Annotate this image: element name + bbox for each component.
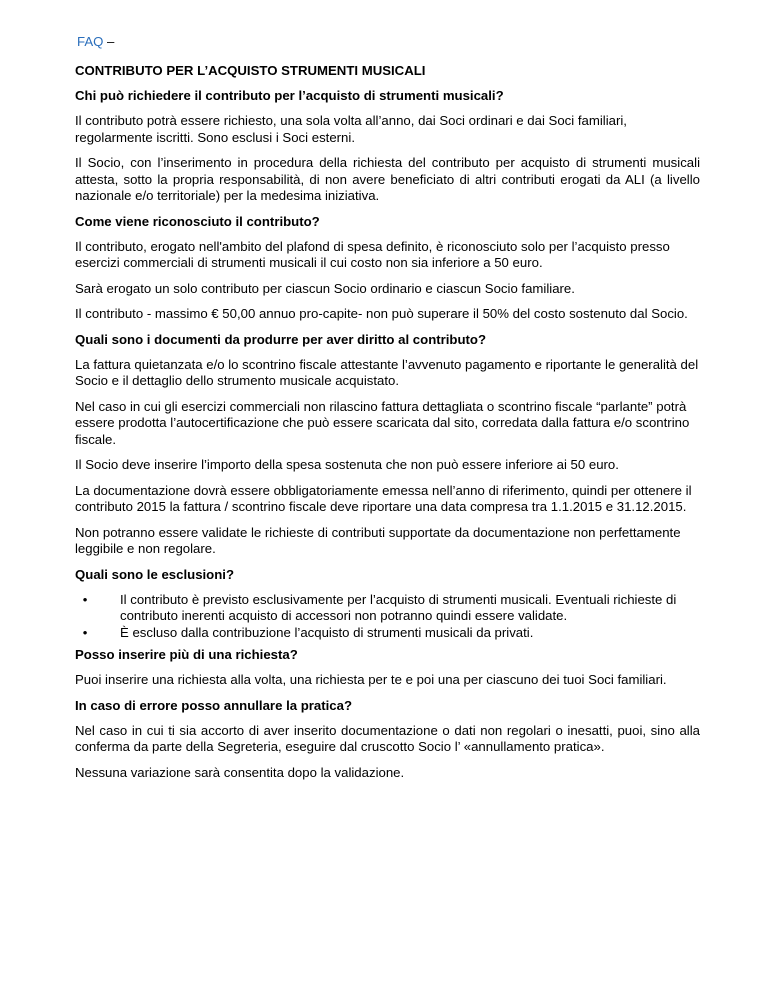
exclusions-list [75, 592, 700, 642]
paragraph: Il contributo, erogato nell'ambito del plafond di spesa definito, è riconosciuto solo per l’acquisto presso esercizi commerciali di strumenti musicali il cui costo non sia inferiore a 50 euro. [75, 238, 670, 270]
question-multiple-requests: Posso inserire più di una richiesta? [75, 647, 298, 662]
faq-link[interactable]: FAQ [77, 34, 104, 49]
faq-dash: – [103, 34, 115, 49]
paragraph: Il contributo potrà essere richiesto, una sola volta all’anno, dai Soci ordinari e dai Soci familiari, regolarmente iscritti. Sono esclusi i Soci esterni. [75, 113, 627, 145]
paragraph: Sarà erogato un solo contributo per ciascun Socio ordinario e ciascun Socio familiare. [75, 280, 575, 296]
paragraph: Non potranno essere validate le richieste di contributi supportate da documentazione non perfettamente leggibile e non regolare. [75, 524, 681, 556]
paragraph: Il contributo - massimo € 50,00 annuo pro-capite- non può superare il 50% del costo sostenuto dal Socio. [75, 306, 688, 321]
faq-header [77, 34, 700, 50]
paragraph: La fattura quietanzata e/o lo scontrino fiscale attestante l’avvenuto pagamento e riportante le generalità del Socio e il dettaglio dello strumento musicale acquistato. [75, 356, 699, 388]
list-item-text: È escluso dalla contribuzione l’acquisto di strumenti musicali da privati. [120, 624, 534, 640]
paragraph: Il Socio, con l’inserimento in procedura della richiesta del contributo per acquisto di strumenti musicali attesta, sotto la propria responsabilità, di non avere beneficiato di altri contributi erogati da ALI (a livello nazionale e/o territoriale) per la medesima iniziativa. [75, 155, 700, 203]
question-documents-required: Quali sono i documenti da produrre per aver diritto al contributo? [75, 331, 487, 347]
paragraph: Puoi inserire una richiesta alla volta, una richiesta per te e poi una per ciascuno dei tuoi Soci familiari. [75, 672, 667, 687]
list-item [75, 625, 700, 642]
paragraph: Nessuna variazione sarà consentita dopo la validazione. [75, 764, 405, 780]
list-item-text: Il contributo è previsto esclusivamente per l’acquisto di strumenti musicali. Eventuali richieste di contributo inerenti acquisto di accessori non potranno quindi essere validate. [120, 591, 677, 623]
bullet-icon: • [82, 624, 88, 640]
document-page [75, 34, 700, 790]
question-cancel-request: In caso di errore posso annullare la pratica? [75, 697, 353, 713]
paragraph: Nel caso in cui ti sia accorto di aver inserito documentazione o dati non regolari o inesatti, puoi, sino alla conferma da parte della Segreteria, eseguire dal cruscotto Socio l’ «annullamento pratica». [75, 722, 700, 754]
bullet-icon: • [82, 591, 88, 607]
list-item [75, 592, 700, 625]
document-title: CONTRIBUTO PER L’ACQUISTO STRUMENTI MUSICALI [75, 63, 426, 78]
question-how-recognized: Come viene riconosciuto il contributo? [75, 213, 320, 229]
question-exclusions: Quali sono le esclusioni? [75, 566, 235, 582]
question-who-can-request: Chi può richiedere il contributo per l’acquisto di strumenti musicali? [75, 88, 504, 103]
paragraph: La documentazione dovrà essere obbligatoriamente emessa nell’anno di riferimento, quindi per ottenere il contributo 2015 la fattura / scontrino fiscale deve riportare una data compresa tra 1.1.2015 e 31.12.2015. [75, 482, 692, 514]
paragraph: Nel caso in cui gli esercizi commerciali non rilascino fattura dettagliata o scontrino fiscale “parlante” potrà essere prodotta l’autocertificazione che può essere scaricata dal sito, corredata dalla fattura e/o scontrino fiscale. [75, 398, 690, 447]
paragraph: Il Socio deve inserire l’importo della spesa sostenuta che non può essere inferiore ai 50 euro. [75, 457, 619, 472]
